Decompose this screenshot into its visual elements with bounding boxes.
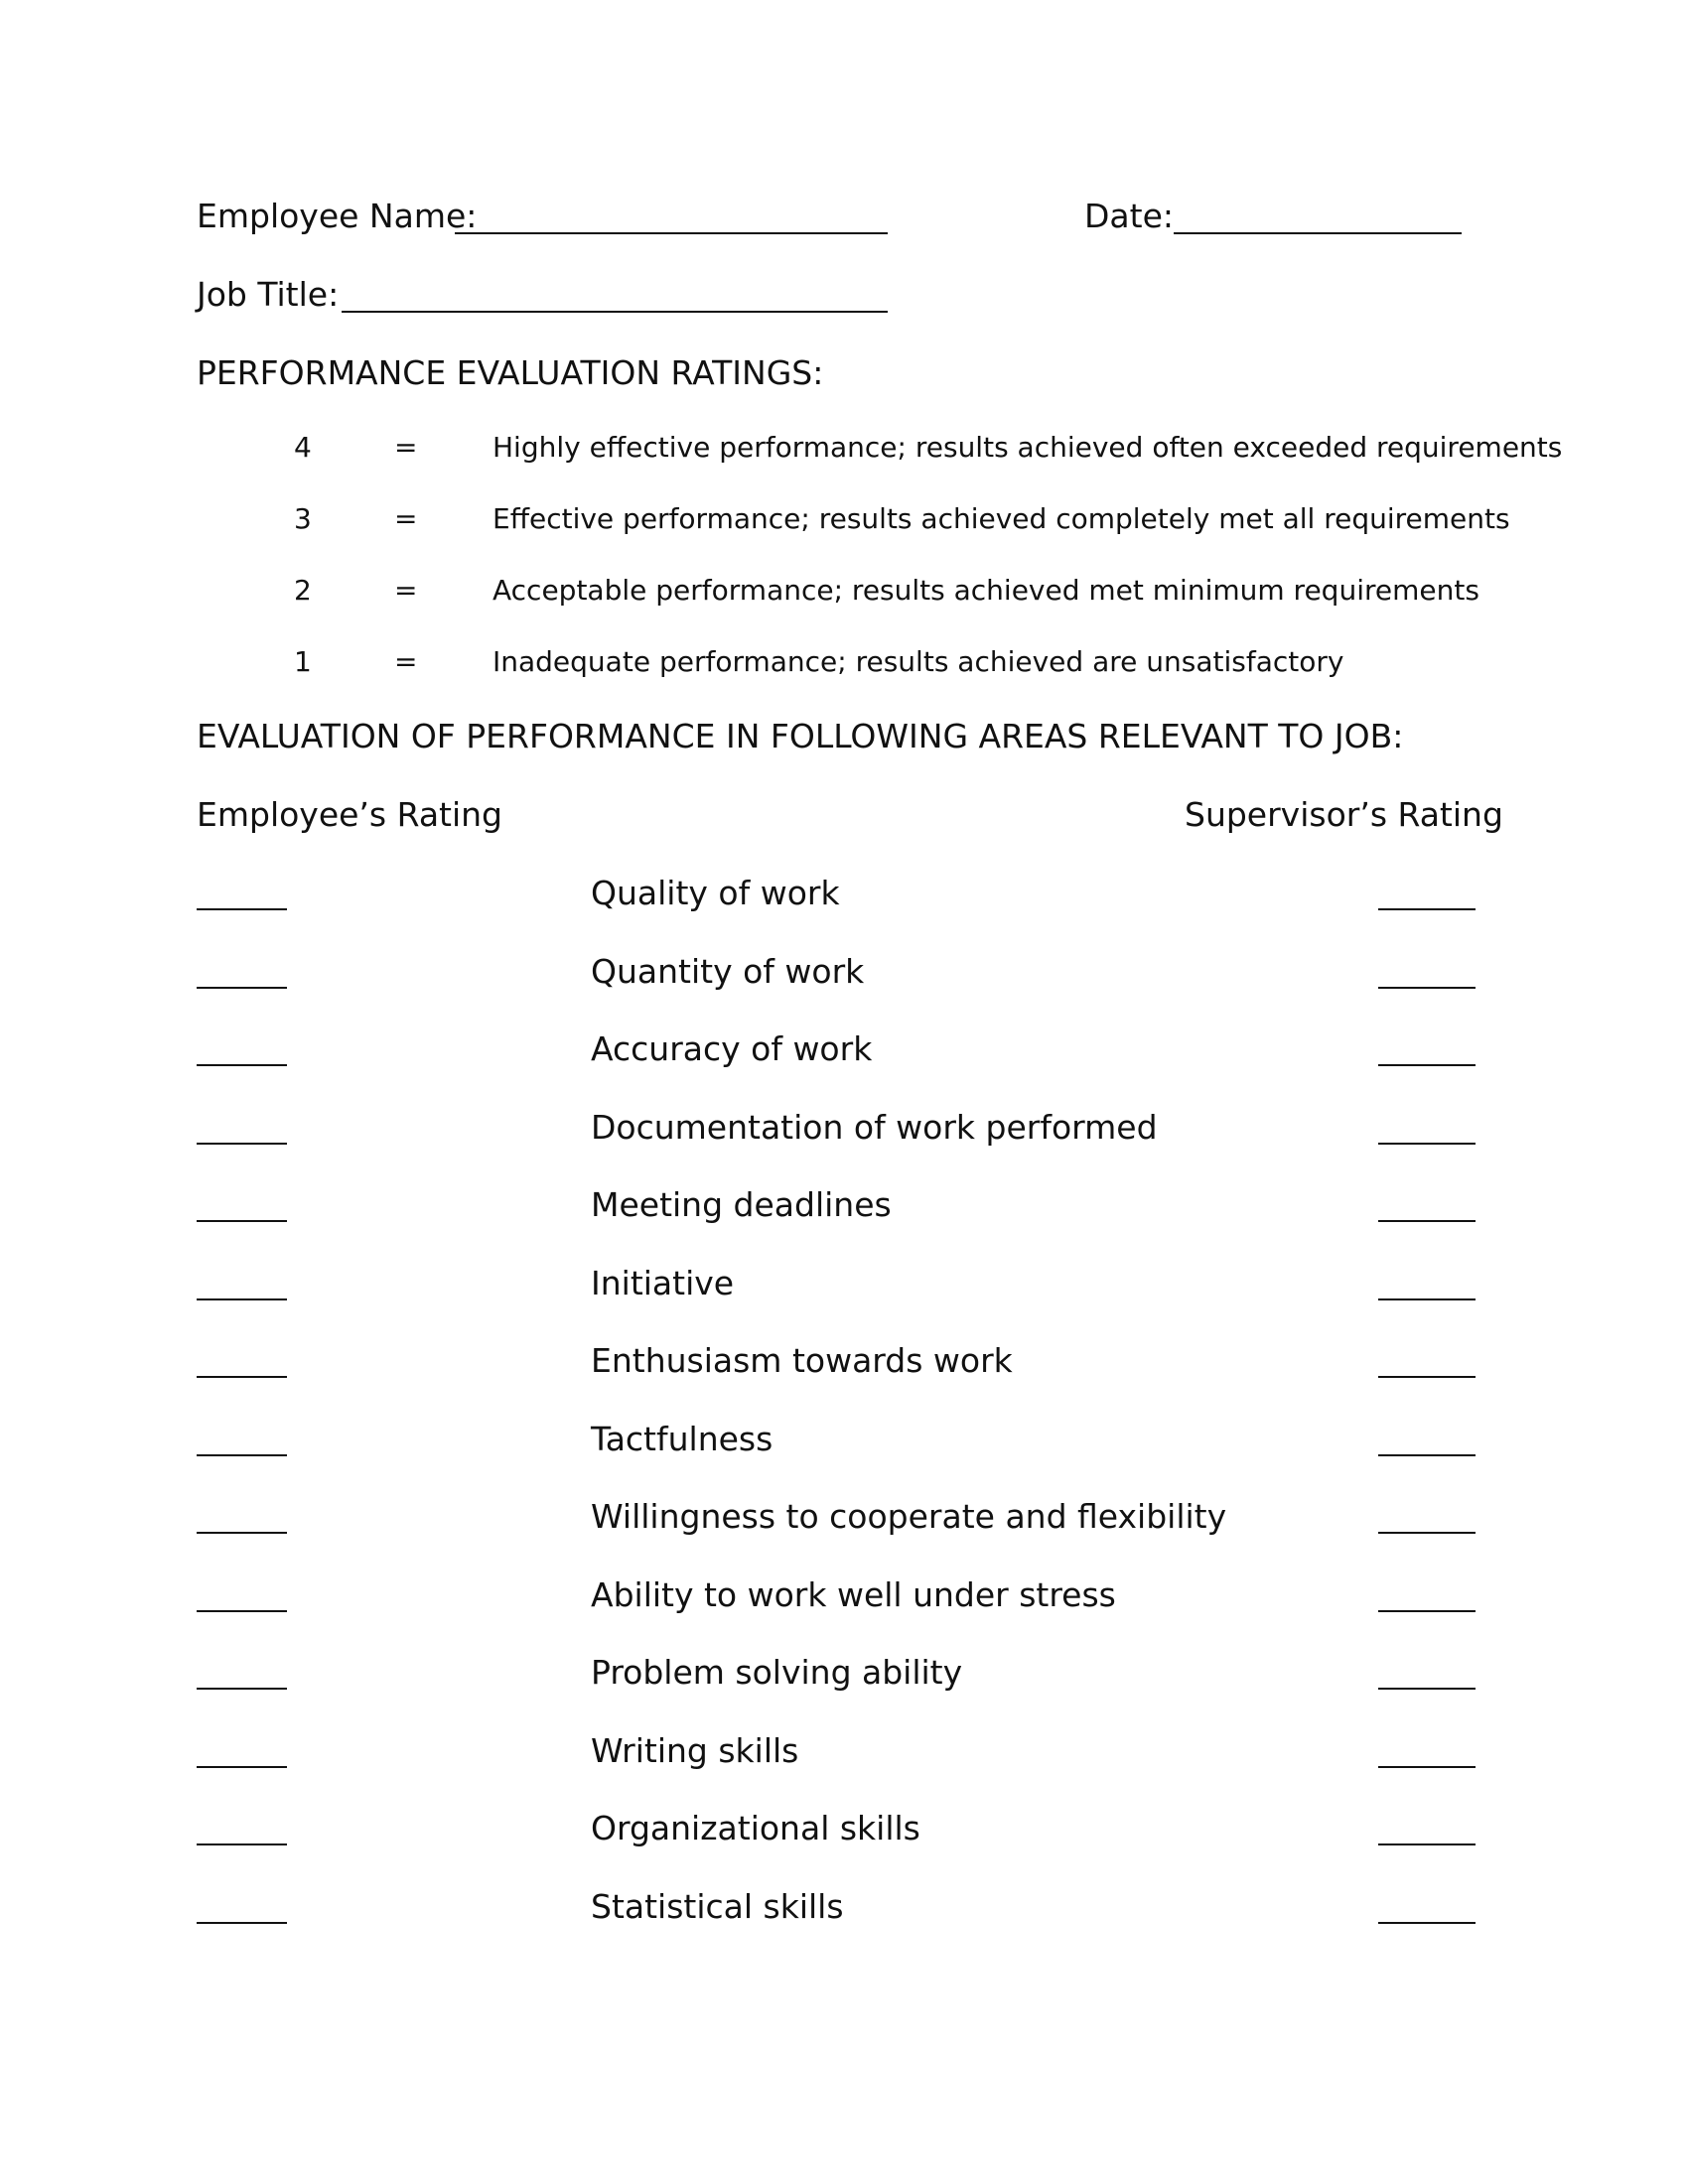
ratings-title: PERFORMANCE EVALUATION RATINGS: (197, 353, 824, 392)
scale-description: Effective performance; results achieved completely met all requirements (492, 502, 1510, 535)
evaluation-area-label: Quantity of work (591, 952, 865, 991)
scale-equals: = (394, 645, 418, 678)
evaluation-area-label: Initiative (591, 1264, 735, 1302)
employee-rating-field[interactable] (197, 1766, 287, 1768)
scale-value: 4 (294, 431, 312, 464)
employee-rating-field[interactable] (197, 1064, 287, 1066)
job-title-field[interactable] (342, 311, 888, 313)
evaluation-title: EVALUATION OF PERFORMANCE IN FOLLOWING AREAS RELEVANT TO JOB: (197, 717, 1404, 755)
supervisor-rating-field[interactable] (1378, 908, 1476, 910)
supervisor-rating-field[interactable] (1378, 987, 1476, 989)
supervisor-rating-field[interactable] (1378, 1922, 1476, 1924)
employee-rating-field[interactable] (197, 987, 287, 989)
scale-description: Highly effective performance; results achieved often exceeded requirements (492, 431, 1563, 464)
evaluation-area-label: Writing skills (591, 1731, 799, 1770)
evaluation-area-label: Tactfulness (591, 1420, 774, 1458)
employee-rating-header: Employee’s Rating (197, 795, 503, 834)
scale-description: Inadequate performance; results achieved are unsatisfactory (492, 645, 1344, 678)
employee-rating-field[interactable] (197, 1376, 287, 1378)
employee-rating-field[interactable] (197, 908, 287, 910)
evaluation-area-label: Ability to work well under stress (591, 1575, 1116, 1614)
employee-rating-field[interactable] (197, 1220, 287, 1222)
job-title-label: Job Title: (197, 275, 340, 314)
scale-equals: = (394, 431, 418, 464)
evaluation-area-label: Enthusiasm towards work (591, 1341, 1013, 1380)
supervisor-rating-field[interactable] (1378, 1532, 1476, 1534)
employee-rating-field[interactable] (197, 1688, 287, 1690)
supervisor-rating-field[interactable] (1378, 1220, 1476, 1222)
employee-rating-field[interactable] (197, 1298, 287, 1300)
employee-name-label: Employee Name: (197, 197, 478, 235)
evaluation-area-label: Quality of work (591, 874, 840, 912)
scale-equals: = (394, 502, 418, 535)
evaluation-area-label: Willingness to cooperate and flexibility (591, 1497, 1227, 1536)
supervisor-rating-field[interactable] (1378, 1143, 1476, 1145)
date-label: Date: (1084, 197, 1174, 235)
scale-value: 3 (294, 502, 312, 535)
scale-description: Acceptable performance; results achieved met minimum requirements (492, 574, 1479, 607)
employee-name-field[interactable] (455, 232, 888, 234)
supervisor-rating-field[interactable] (1378, 1298, 1476, 1300)
supervisor-rating-field[interactable] (1378, 1766, 1476, 1768)
supervisor-rating-field[interactable] (1378, 1610, 1476, 1612)
supervisor-rating-field[interactable] (1378, 1064, 1476, 1066)
supervisor-rating-field[interactable] (1378, 1688, 1476, 1690)
employee-rating-field[interactable] (197, 1610, 287, 1612)
employee-rating-field[interactable] (197, 1532, 287, 1534)
scale-value: 1 (294, 645, 312, 678)
employee-rating-field[interactable] (197, 1454, 287, 1456)
evaluation-area-label: Organizational skills (591, 1809, 920, 1847)
supervisor-rating-field[interactable] (1378, 1843, 1476, 1845)
evaluation-area-label: Meeting deadlines (591, 1185, 892, 1224)
evaluation-area-label: Documentation of work performed (591, 1108, 1158, 1147)
scale-equals: = (394, 574, 418, 607)
evaluation-area-label: Accuracy of work (591, 1029, 873, 1068)
scale-value: 2 (294, 574, 312, 607)
evaluation-area-label: Problem solving ability (591, 1653, 963, 1692)
date-field[interactable] (1174, 232, 1462, 234)
evaluation-area-label: Statistical skills (591, 1887, 844, 1926)
employee-rating-field[interactable] (197, 1843, 287, 1845)
supervisor-rating-field[interactable] (1378, 1454, 1476, 1456)
employee-rating-field[interactable] (197, 1143, 287, 1145)
supervisor-rating-field[interactable] (1378, 1376, 1476, 1378)
employee-rating-field[interactable] (197, 1922, 287, 1924)
supervisor-rating-header: Supervisor’s Rating (1185, 795, 1503, 834)
